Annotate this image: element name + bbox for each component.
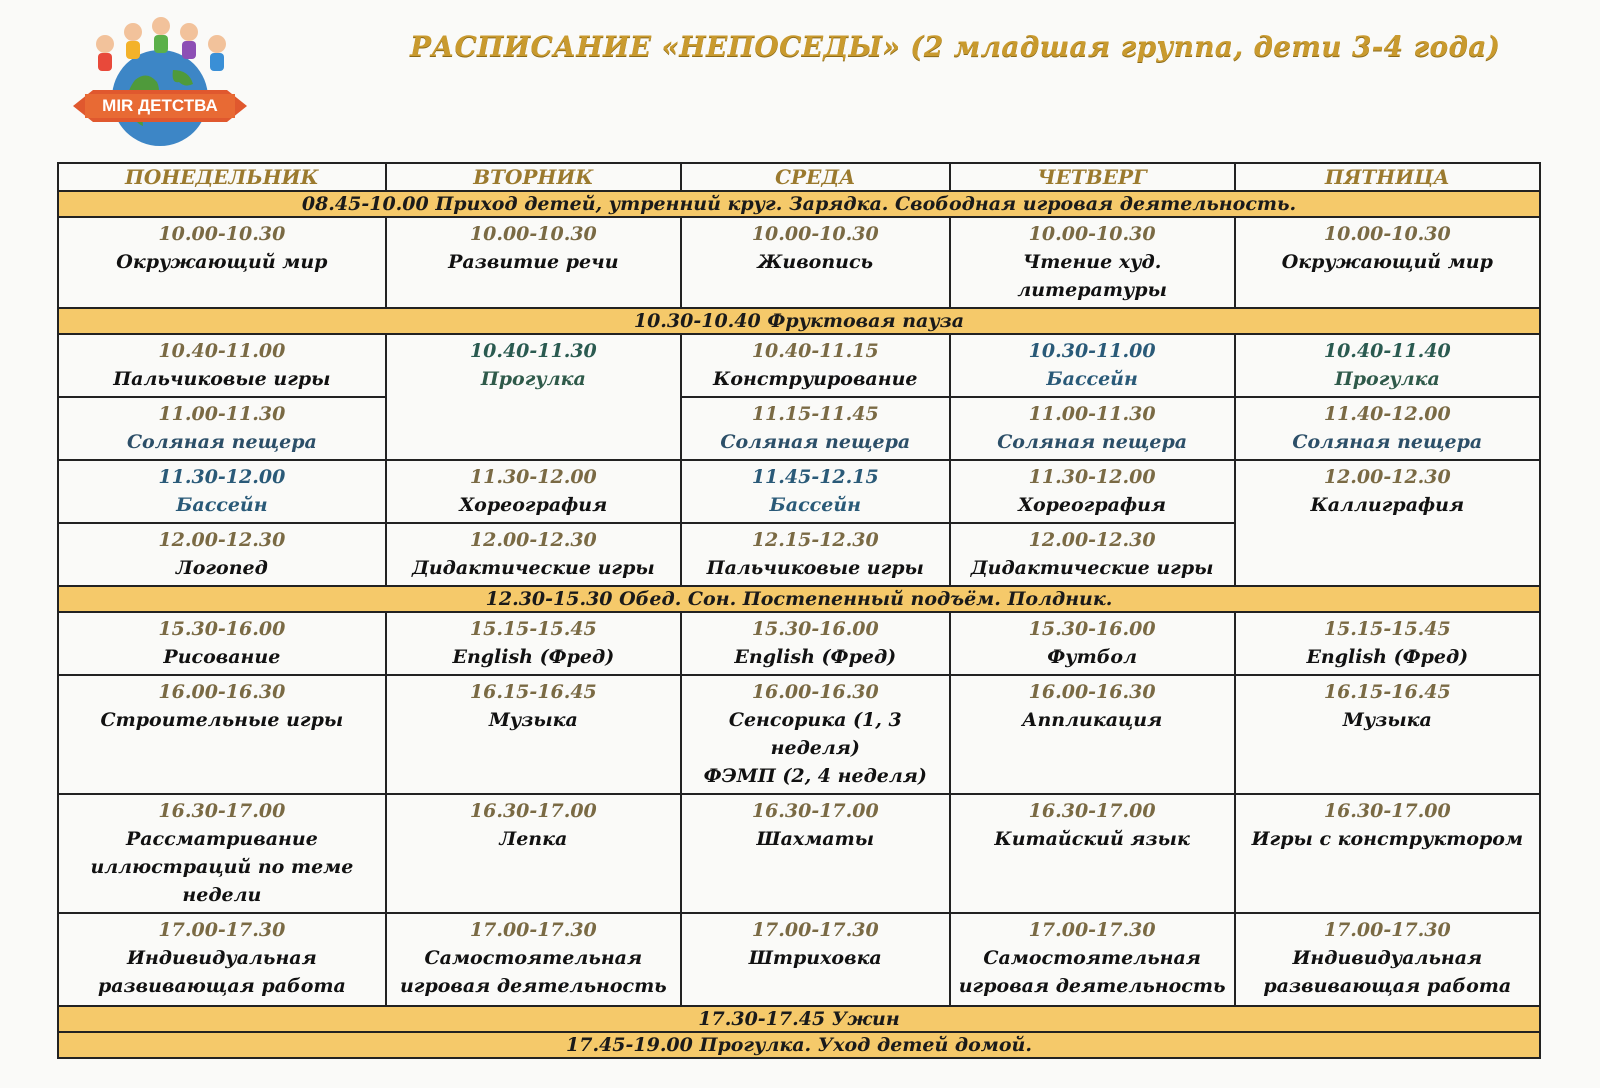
cell-wed-1630 bbox=[681, 794, 950, 913]
time-label: 12.00-12.30 bbox=[469, 529, 597, 551]
activity-label: Самостоятельная игровая деятельность bbox=[958, 947, 1226, 997]
time-label: 16.30-17.00 bbox=[751, 800, 879, 822]
activity-label: Прогулка bbox=[1334, 368, 1440, 390]
cell-tue-1515 bbox=[386, 612, 681, 675]
activity-label: Хореография bbox=[1018, 494, 1167, 516]
cell-fri-1615 bbox=[1235, 675, 1540, 794]
cell-mon-1040 bbox=[58, 334, 386, 397]
time-label: 16.00-16.30 bbox=[751, 681, 879, 703]
page-title: РАСПИСАНИЕ «НЕПОСЕДЫ» (2 младшая группа, дети 3-4 года) bbox=[410, 30, 1501, 63]
time-label: 16.30-17.00 bbox=[158, 800, 286, 822]
day-header-thursday: ЧЕТВЕРГ bbox=[950, 163, 1235, 191]
activity-label: Соляная пещера bbox=[720, 431, 911, 453]
cell-tue-1615 bbox=[386, 675, 681, 794]
activity-label: Соляная пещера bbox=[126, 431, 317, 453]
cell-fri-1000 bbox=[1235, 217, 1540, 308]
cell-fri-1515 bbox=[1235, 612, 1540, 675]
cell-mon-1630 bbox=[58, 794, 386, 913]
cell-tue-1040 bbox=[386, 334, 681, 460]
cell-mon-1700 bbox=[58, 913, 386, 1006]
time-label: 10.00-10.30 bbox=[469, 223, 597, 245]
activity-label: Бассейн bbox=[1046, 368, 1138, 390]
time-label: 11.00-11.30 bbox=[158, 403, 286, 425]
time-label: 10.40-11.30 bbox=[469, 340, 597, 362]
cell-mon-1200 bbox=[58, 523, 386, 586]
activity-label: Рисование bbox=[163, 646, 281, 668]
cell-wed-1600 bbox=[681, 675, 950, 794]
activity-label: Музыка bbox=[488, 709, 578, 731]
time-label: 15.30-16.00 bbox=[1028, 618, 1156, 640]
activity-label: Конструирование bbox=[713, 368, 918, 390]
cell-mon-1600 bbox=[58, 675, 386, 794]
cell-tue-1700 bbox=[386, 913, 681, 1006]
activity-label: Развитие речи bbox=[448, 251, 619, 273]
day-header-friday: ПЯТНИЦА bbox=[1235, 163, 1540, 191]
table-row bbox=[58, 397, 1540, 460]
cell-wed-1530 bbox=[681, 612, 950, 675]
time-label: 16.00-16.30 bbox=[1028, 681, 1156, 703]
time-label: 12.00-12.30 bbox=[1028, 529, 1156, 551]
cell-mon-1100 bbox=[58, 397, 386, 460]
schedule-table bbox=[57, 162, 1541, 1059]
time-label: 11.30-12.00 bbox=[469, 466, 597, 488]
time-label: 10.40-11.40 bbox=[1323, 340, 1451, 362]
cell-tue-1630 bbox=[386, 794, 681, 913]
cell-tue-1200 bbox=[386, 523, 681, 586]
days-header-row bbox=[58, 163, 1540, 191]
band-walk: 17.45-19.00 Прогулка. Уход детей домой. bbox=[58, 1032, 1540, 1058]
activity-label: Прогулка bbox=[480, 368, 586, 390]
cell-wed-1115 bbox=[681, 397, 950, 460]
table-row bbox=[58, 913, 1540, 1006]
activity-label: Пальчиковые игры bbox=[706, 557, 924, 579]
cell-wed-1145 bbox=[681, 460, 950, 523]
activity-label: Окружающий мир bbox=[1281, 251, 1493, 273]
band-dinner: 17.30-17.45 Ужин bbox=[58, 1006, 1540, 1032]
time-label: 12.00-12.30 bbox=[1323, 466, 1451, 488]
activity-label: Логопед bbox=[175, 557, 268, 579]
cell-mon-1130 bbox=[58, 460, 386, 523]
time-label: 16.00-16.30 bbox=[158, 681, 286, 703]
time-label: 15.30-16.00 bbox=[158, 618, 286, 640]
svg-text:MIR ДЕТСТВА: MIR ДЕТСТВА bbox=[102, 96, 218, 115]
band-row-arrival bbox=[58, 191, 1540, 217]
time-label: 11.15-11.45 bbox=[751, 403, 879, 425]
time-label: 12.15-12.30 bbox=[751, 529, 879, 551]
cell-fri-1140 bbox=[1235, 397, 1540, 460]
activity-label: Штриховка bbox=[748, 947, 882, 969]
cell-fri-1630 bbox=[1235, 794, 1540, 913]
time-label: 11.30-12.00 bbox=[158, 466, 286, 488]
band-row-walk bbox=[58, 1032, 1540, 1058]
activity-label: Шахматы bbox=[756, 828, 875, 850]
band-row-dinner bbox=[58, 1006, 1540, 1032]
activity-label: Лепка bbox=[499, 828, 568, 850]
activity-label: Соляная пещера bbox=[997, 431, 1188, 453]
time-label: 10.00-10.30 bbox=[158, 223, 286, 245]
cell-thu-1130 bbox=[950, 460, 1235, 523]
band-arrival: 08.45-10.00 Приход детей, утренний круг. Зарядка. Свободная игровая деятельность. bbox=[58, 191, 1540, 217]
time-label: 17.00-17.30 bbox=[1028, 919, 1156, 941]
time-label: 17.00-17.30 bbox=[469, 919, 597, 941]
cell-thu-1630 bbox=[950, 794, 1235, 913]
cell-mon-1530 bbox=[58, 612, 386, 675]
activity-label: English (Фред) bbox=[1306, 646, 1469, 668]
activity-label: Строительные игры bbox=[100, 709, 344, 731]
cell-mon-1000 bbox=[58, 217, 386, 308]
cell-thu-1530 bbox=[950, 612, 1235, 675]
activity-label: Хореография bbox=[459, 494, 608, 516]
time-label: 16.30-17.00 bbox=[469, 800, 597, 822]
table-row bbox=[58, 334, 1540, 397]
cell-fri-1700 bbox=[1235, 913, 1540, 1006]
cell-wed-1000 bbox=[681, 217, 950, 308]
activity-label: Китайский язык bbox=[994, 828, 1190, 850]
time-label: 10.00-10.30 bbox=[751, 223, 879, 245]
time-label: 16.30-17.00 bbox=[1028, 800, 1156, 822]
activity-label: Дидактические игры bbox=[970, 557, 1214, 579]
mir-detstva-logo bbox=[55, 10, 265, 150]
cell-thu-1100 bbox=[950, 397, 1235, 460]
cell-thu-1700 bbox=[950, 913, 1235, 1006]
time-label: 17.00-17.30 bbox=[158, 919, 286, 941]
activity-label: Индивидуальная развивающая работа bbox=[97, 947, 346, 997]
activity-label: Бассейн bbox=[176, 494, 268, 516]
table-row bbox=[58, 217, 1540, 308]
band-lunch: 12.30-15.30 Обед. Сон. Постепенный подъём. Полдник. bbox=[58, 586, 1540, 612]
cell-thu-1000 bbox=[950, 217, 1235, 308]
activity-label-alt: ФЭМП (2, 4 неделя) bbox=[703, 765, 927, 787]
time-label: 16.15-16.45 bbox=[1323, 681, 1451, 703]
time-label: 10.30-11.00 bbox=[1028, 340, 1156, 362]
cell-thu-1200 bbox=[950, 523, 1235, 586]
activity-label: Бассейн bbox=[769, 494, 861, 516]
time-label: 15.15-15.45 bbox=[469, 618, 597, 640]
activity-label: Дидактические игры bbox=[411, 557, 655, 579]
time-label: 11.00-11.30 bbox=[1028, 403, 1156, 425]
cell-wed-1700 bbox=[681, 913, 950, 1006]
activity-label: Чтение худ. литературы bbox=[1017, 251, 1167, 301]
activity-label: Футбол bbox=[1047, 646, 1138, 668]
day-header-monday: ПОНЕДЕЛЬНИК bbox=[58, 163, 386, 191]
activity-label: Аппликация bbox=[1022, 709, 1163, 731]
time-label: 11.45-12.15 bbox=[751, 466, 879, 488]
time-label: 12.00-12.30 bbox=[158, 529, 286, 551]
cell-tue-1130 bbox=[386, 460, 681, 523]
activity-label: Музыка bbox=[1342, 709, 1432, 731]
activity-label: Соляная пещера bbox=[1292, 431, 1483, 453]
cell-wed-1040 bbox=[681, 334, 950, 397]
activity-label: English (Фред) bbox=[452, 646, 615, 668]
time-label: 10.00-10.30 bbox=[1323, 223, 1451, 245]
activity-label: Рассматривание иллюстраций по теме недели bbox=[90, 828, 354, 906]
time-label: 11.30-12.00 bbox=[1028, 466, 1156, 488]
time-label: 15.30-16.00 bbox=[751, 618, 879, 640]
cell-tue-1000 bbox=[386, 217, 681, 308]
activity-label: Самостоятельная игровая деятельность bbox=[399, 947, 667, 997]
table-row bbox=[58, 460, 1540, 523]
time-label: 17.00-17.30 bbox=[751, 919, 879, 941]
activity-label: Живопись bbox=[757, 251, 874, 273]
table-row bbox=[58, 612, 1540, 675]
time-label: 15.15-15.45 bbox=[1323, 618, 1451, 640]
time-label: 10.00-10.30 bbox=[1028, 223, 1156, 245]
activity-label: Сенсорика (1, 3 неделя) bbox=[728, 709, 902, 759]
time-label: 17.00-17.30 bbox=[1323, 919, 1451, 941]
time-label: 16.15-16.45 bbox=[469, 681, 597, 703]
cell-wed-1215 bbox=[681, 523, 950, 586]
cell-thu-1600 bbox=[950, 675, 1235, 794]
cell-thu-1030 bbox=[950, 334, 1235, 397]
band-fruit: 10.30-10.40 Фруктовая пауза bbox=[58, 308, 1540, 334]
activity-label: Пальчиковые игры bbox=[113, 368, 331, 390]
cell-fri-1200 bbox=[1235, 460, 1540, 586]
cell-fri-1040 bbox=[1235, 334, 1540, 397]
band-row-fruit bbox=[58, 308, 1540, 334]
day-header-wednesday: СРЕДА bbox=[681, 163, 950, 191]
table-row bbox=[58, 675, 1540, 794]
time-label: 10.40-11.15 bbox=[751, 340, 879, 362]
band-row-lunch bbox=[58, 586, 1540, 612]
day-header-tuesday: ВТОРНИК bbox=[386, 163, 681, 191]
activity-label: Игры с конструктором bbox=[1251, 828, 1524, 850]
activity-label: Окружающий мир bbox=[116, 251, 328, 273]
time-label: 16.30-17.00 bbox=[1323, 800, 1451, 822]
time-label: 10.40-11.00 bbox=[158, 340, 286, 362]
table-row bbox=[58, 794, 1540, 913]
activity-label: English (Фред) bbox=[734, 646, 897, 668]
activity-label: Индивидуальная развивающая работа bbox=[1263, 947, 1512, 997]
time-label: 11.40-12.00 bbox=[1323, 403, 1451, 425]
activity-label: Каллиграфия bbox=[1310, 494, 1465, 516]
